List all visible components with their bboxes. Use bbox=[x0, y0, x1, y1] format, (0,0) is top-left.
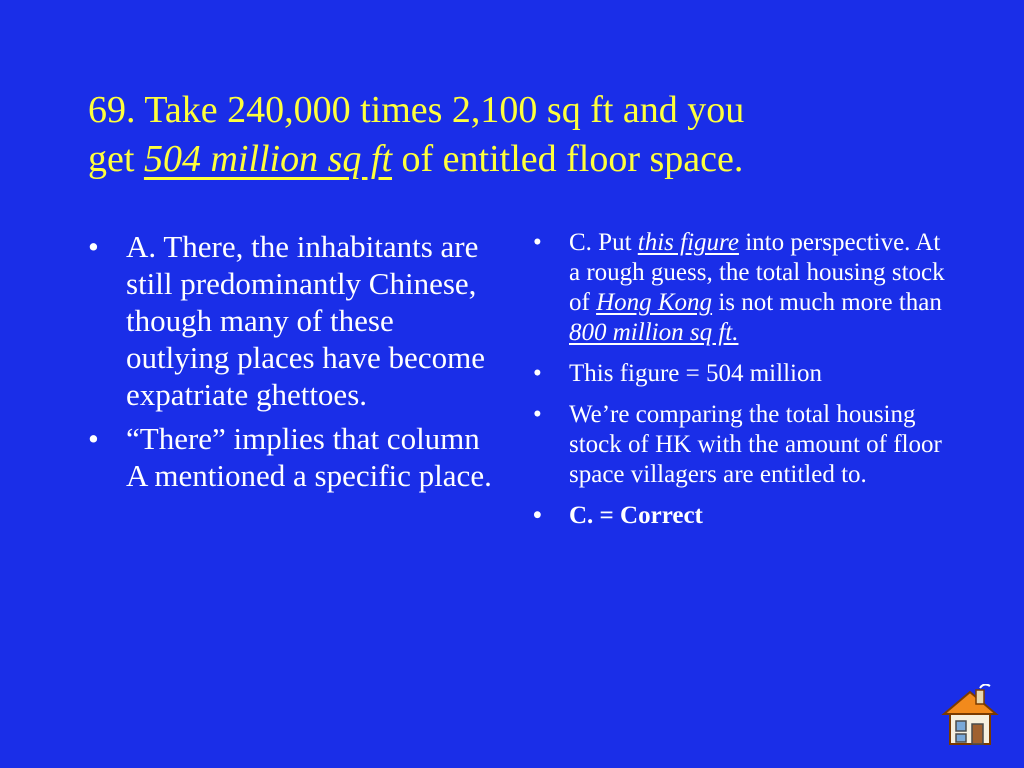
left-column bbox=[86, 228, 496, 501]
text-segment: C. Put bbox=[569, 229, 638, 256]
title-line-1: 69. Take 240,000 times 2,100 sq ft and you bbox=[88, 89, 745, 131]
right-column bbox=[531, 228, 951, 542]
right-bullet-figure: • This figure = 504 million bbox=[531, 359, 951, 389]
right-bullet-perspective bbox=[531, 228, 951, 348]
title-prefix: get bbox=[88, 138, 144, 180]
left-bullet: • A. There, the inhabitants are still predominantly Chinese, though many of these outlying places have become expatriate ghettoes. bbox=[86, 228, 496, 413]
emphasis-this-figure: this figure bbox=[637, 229, 739, 256]
right-bullet-comparison: • We’re comparing the total housing stock of HK with the amount of floor space villagers are entitled to. bbox=[531, 400, 951, 490]
title-suffix: of entitled floor space. bbox=[392, 138, 744, 180]
emphasis-hong-kong: Hong Kong bbox=[596, 289, 713, 316]
slide-title bbox=[88, 86, 968, 184]
right-bullet-correct: • C. = Correct bbox=[531, 501, 951, 531]
title-emphasis: 504 million sq ft bbox=[143, 138, 393, 180]
house-icon[interactable] bbox=[936, 684, 1004, 752]
text-segment: is not much more than bbox=[712, 289, 942, 316]
left-bullet: • “There” implies that column A mentioned a specific place. bbox=[86, 420, 496, 494]
text-segment: into perspective. At a rough guess, the total housing stock of bbox=[569, 229, 945, 316]
emphasis-800-million: 800 million sq ft. bbox=[569, 319, 739, 346]
